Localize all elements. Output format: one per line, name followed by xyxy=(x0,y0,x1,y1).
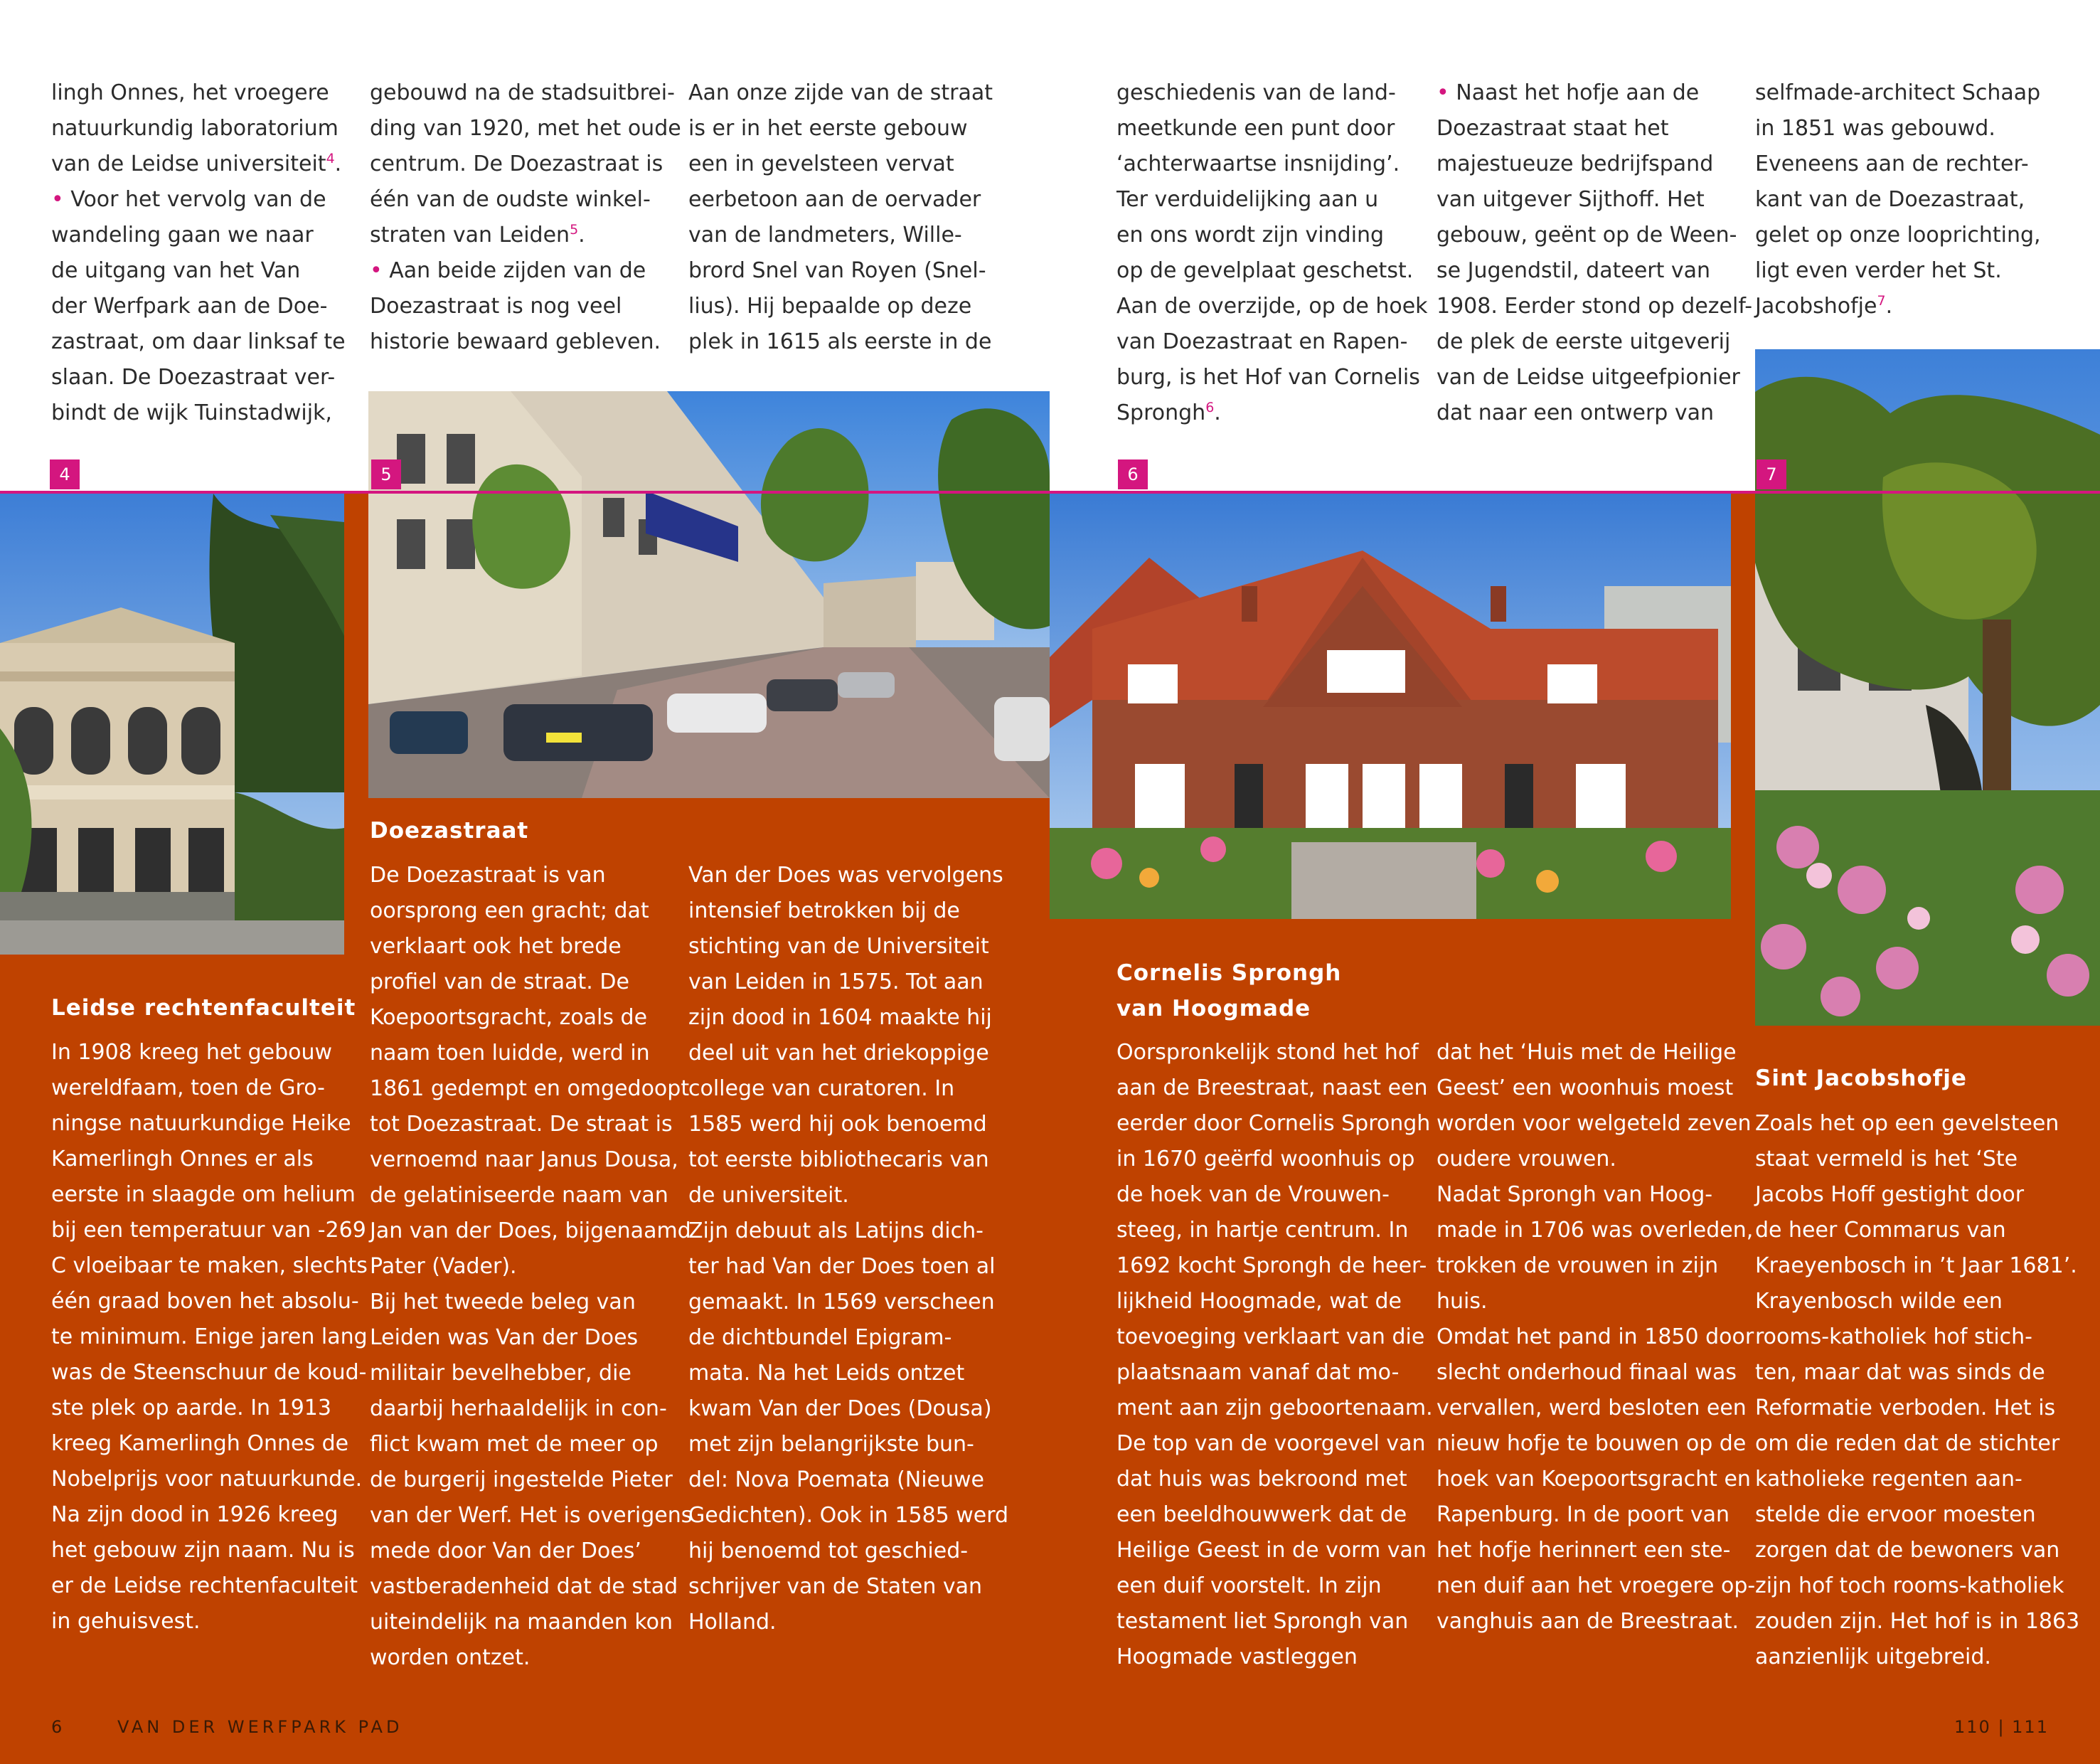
magenta-divider-line xyxy=(0,491,2100,494)
photo-doezastraat xyxy=(368,391,1050,798)
right-top-column-2: • Naast het hofje aan de Doezastraat staat het majestueuze bedrijfspand van uitgever Sijthoff. Het gebouw, geënt op de Ween- se Jugendstil, dateert van 1908. Eerder stond op dezelf- de plek de eerste uitgeverij van de Leidse uitgeefpionier dat naar een ontwerp van xyxy=(1437,80,1753,425)
body-doezastraat-column-2: Van der Does was vervolgens intensief betrokken bij de stichting van de Universiteit van Leiden in 1575. Tot aan zijn dood in 1604 maakte hij deel uit van het driekoppige college van curatoren. In 1585 werd hij ook benoemd tot eerste bibliothecaris van de universiteit. Zijn debuut als Latijns dich- ter had Van der Does toen al gemaakt. In 1569 verscheen de dichtbundel Epigram- mata. Na het Leids ontzet kwam Van der Does (Dousa) met zijn belangrijkste bun- del: Nova Poemata (Nieuwe Gedichten). Ook in 1585 werd hij benoemd tot geschied- schrijver van de Staten van Holland. xyxy=(688,863,1009,1635)
left-top-column-3: Aan onze zijde van de straat is er in het eerste gebouw een in gevelsteen vervat eerbetoon aan de oervader van de landmeters, Wille- brord Snel van Royen (Snel- lius). Hij bepaalde op deze plek in 1615 als eerste in de xyxy=(688,80,993,354)
body-leidse-rechtenfaculteit: In 1908 kreeg het gebouw wereldfaam, toen de Gro- ningse natuurkundige Heike Kamerlingh Onnes er als eerste in slaagde om helium bij een temperatuur van -269 C vloeibaar te maken, slechts één graad boven het absolu- te minimum. Enige jaren lang was de Steenschuur de koud- ste plek op aarde. In 1913 kreeg Kamerlingh Onnes de Nobelprijs voor natuurkunde. Na zijn dood in 1926 kreeg het gebouw zijn naam. Nu is er de Leidse rechtenfaculteit in gehuisvest. xyxy=(51,1040,368,1634)
body-doezastraat-column-1: De Doezastraat is van oorsprong een gracht; dat verklaart ook het brede profiel van de straat. De Koepoortsgracht, zoals de naam toen luidde, werd in 1861 gedempt en omgedoopt tot Doezastraat. De straat is vernoemd naar Janus Dousa, de gelatiniseerde naam van Jan van der Does, bijgenaamd Pater (Vader). Bij het tweede beleg van Leiden was Van der Does militair bevelhebber, die daarbij herhaaldelijk in con- flict kwam met de meer op de burgerij ingestelde Pieter van der Werf. Het is overigens mede door Van der Does’ vastberadenheid dat de stad uiteindelijk na maanden kon worden ontzet. xyxy=(370,863,693,1670)
left-top-column-2: gebouwd na de stadsuitbrei- ding van 1920, met het oude centrum. De Doezastraat is één van de oudste winkel- straten van Leiden$^5$. • Aan beide zijden van de Doezastraat is nog veel historie bewaard gebleven. xyxy=(370,80,681,354)
badge-number-5: 5 xyxy=(371,459,401,489)
body-cornelis-sprongh-column-2: dat het ‘Huis met de Heilige Geest’ een woonhuis moest worden voor welgeteld zeven oudere vrouwen. Nadat Sprongh van Hoog- made in 1706 was overleden, trokken de vrouwen in zijn huis. Omdat het pand in 1850 door slecht onderhoud finaal was vervallen, werd besloten een nieuw hofje te bouwen op de hoek van Koepoortsgracht en Rapenburg. In de poort van het hofje herinnert een ste- nen duif aan het vroegere op- vanghuis aan de Breestraat. xyxy=(1437,1040,1756,1634)
body-sint-jacobshofje: Zoals het op een gevelsteen staat vermeld is het ‘Ste Jacobs Hoff gestight door de heer Commarus van Kraeyenbosch in ’t Jaar 1681’. Krayenbosch wilde een rooms-katholiek hof stich- ten, maar dat was sinds de Reformatie verboden. Het is om die reden dat de stichter katholieke regenten aan- stelde die ervoor moesten zorgen dat de bewoners van zijn hof toch rooms-katholiek zouden zijn. Het hof is in 1863 aanzienlijk uitgebreid. xyxy=(1755,1111,2080,1669)
right-top-column-3: selfmade-architect Schaap in 1851 was gebouwd. Eveneens aan de rechter- kant van de Doezastraat, gelet op onze looprichting, ligt even verder het St. Jacobshofje$^7$. xyxy=(1755,80,2041,319)
footer-page-numbers-right: 110 | 111 xyxy=(1954,1717,2049,1737)
heading-cornelis-sprongh: Cornelis Sprongh van Hoogmade xyxy=(1116,960,1342,1021)
right-top-column-1: geschiedenis van de land- meetkunde een punt door ‘achterwaartse insnijding’. Ter verduidelijking aan u en ons wordt zijn vinding op de gevelplaat geschetst. Aan de overzijde, op de hoek van Doezastraat en Rapen- burg, is het Hof van Cornelis Sprongh$^6$. xyxy=(1116,80,1428,425)
heading-doezastraat: Doezastraat xyxy=(370,818,529,844)
badge-number-4: 4 xyxy=(50,459,80,489)
badge-number-7: 7 xyxy=(1757,459,1786,489)
photo-sint-jacobshofje xyxy=(1755,349,2100,1026)
footer-book-title: VAN DER WERFPARK PAD xyxy=(117,1717,403,1737)
left-top-column-1: lingh Onnes, het vroegere natuurkundig laboratorium van de Leidse universiteit$^4$. • Voor het vervolg van de wandeling gaan we naar de uitgang van het Van der Werfpark aan de Doe- zastraat, om daar linksaf te slaan. De Doezastraat ver- bindt de wijk Tuinstadwijk, xyxy=(51,80,346,425)
body-cornelis-sprongh-column-1: Oorspronkelijk stond het hof aan de Breestraat, naast een eerder door Cornelis Sprongh in 1670 geërfd woonhuis op de hoek van de Vrouwen- steeg, in hartje centrum. In 1692 kocht Sprongh de heer- lijkheid Hoogmade, wat de toevoeging verklaart van die plaatsnaam vanaf dat mo- ment aan zijn geboortenaam. De top van de voorgevel van dat huis was bekroond met een beeldhouwwerk dat de Heilige Geest in de vorm van een duif voorstelt. In zijn testament liet Sprongh van Hoogmade vastleggen xyxy=(1116,1040,1433,1669)
badge-number-6: 6 xyxy=(1118,459,1148,489)
heading-leidse-rechtenfaculteit: Leidse rechtenfaculteit xyxy=(51,995,356,1021)
photo-hof-van-cornelis-sprongh xyxy=(1050,494,1731,919)
heading-sint-jacobshofje: Sint Jacobshofje xyxy=(1755,1066,1967,1091)
photo-leidse-rechtenfaculteit xyxy=(0,494,344,955)
footer-page-number-left: 6 xyxy=(51,1717,66,1737)
